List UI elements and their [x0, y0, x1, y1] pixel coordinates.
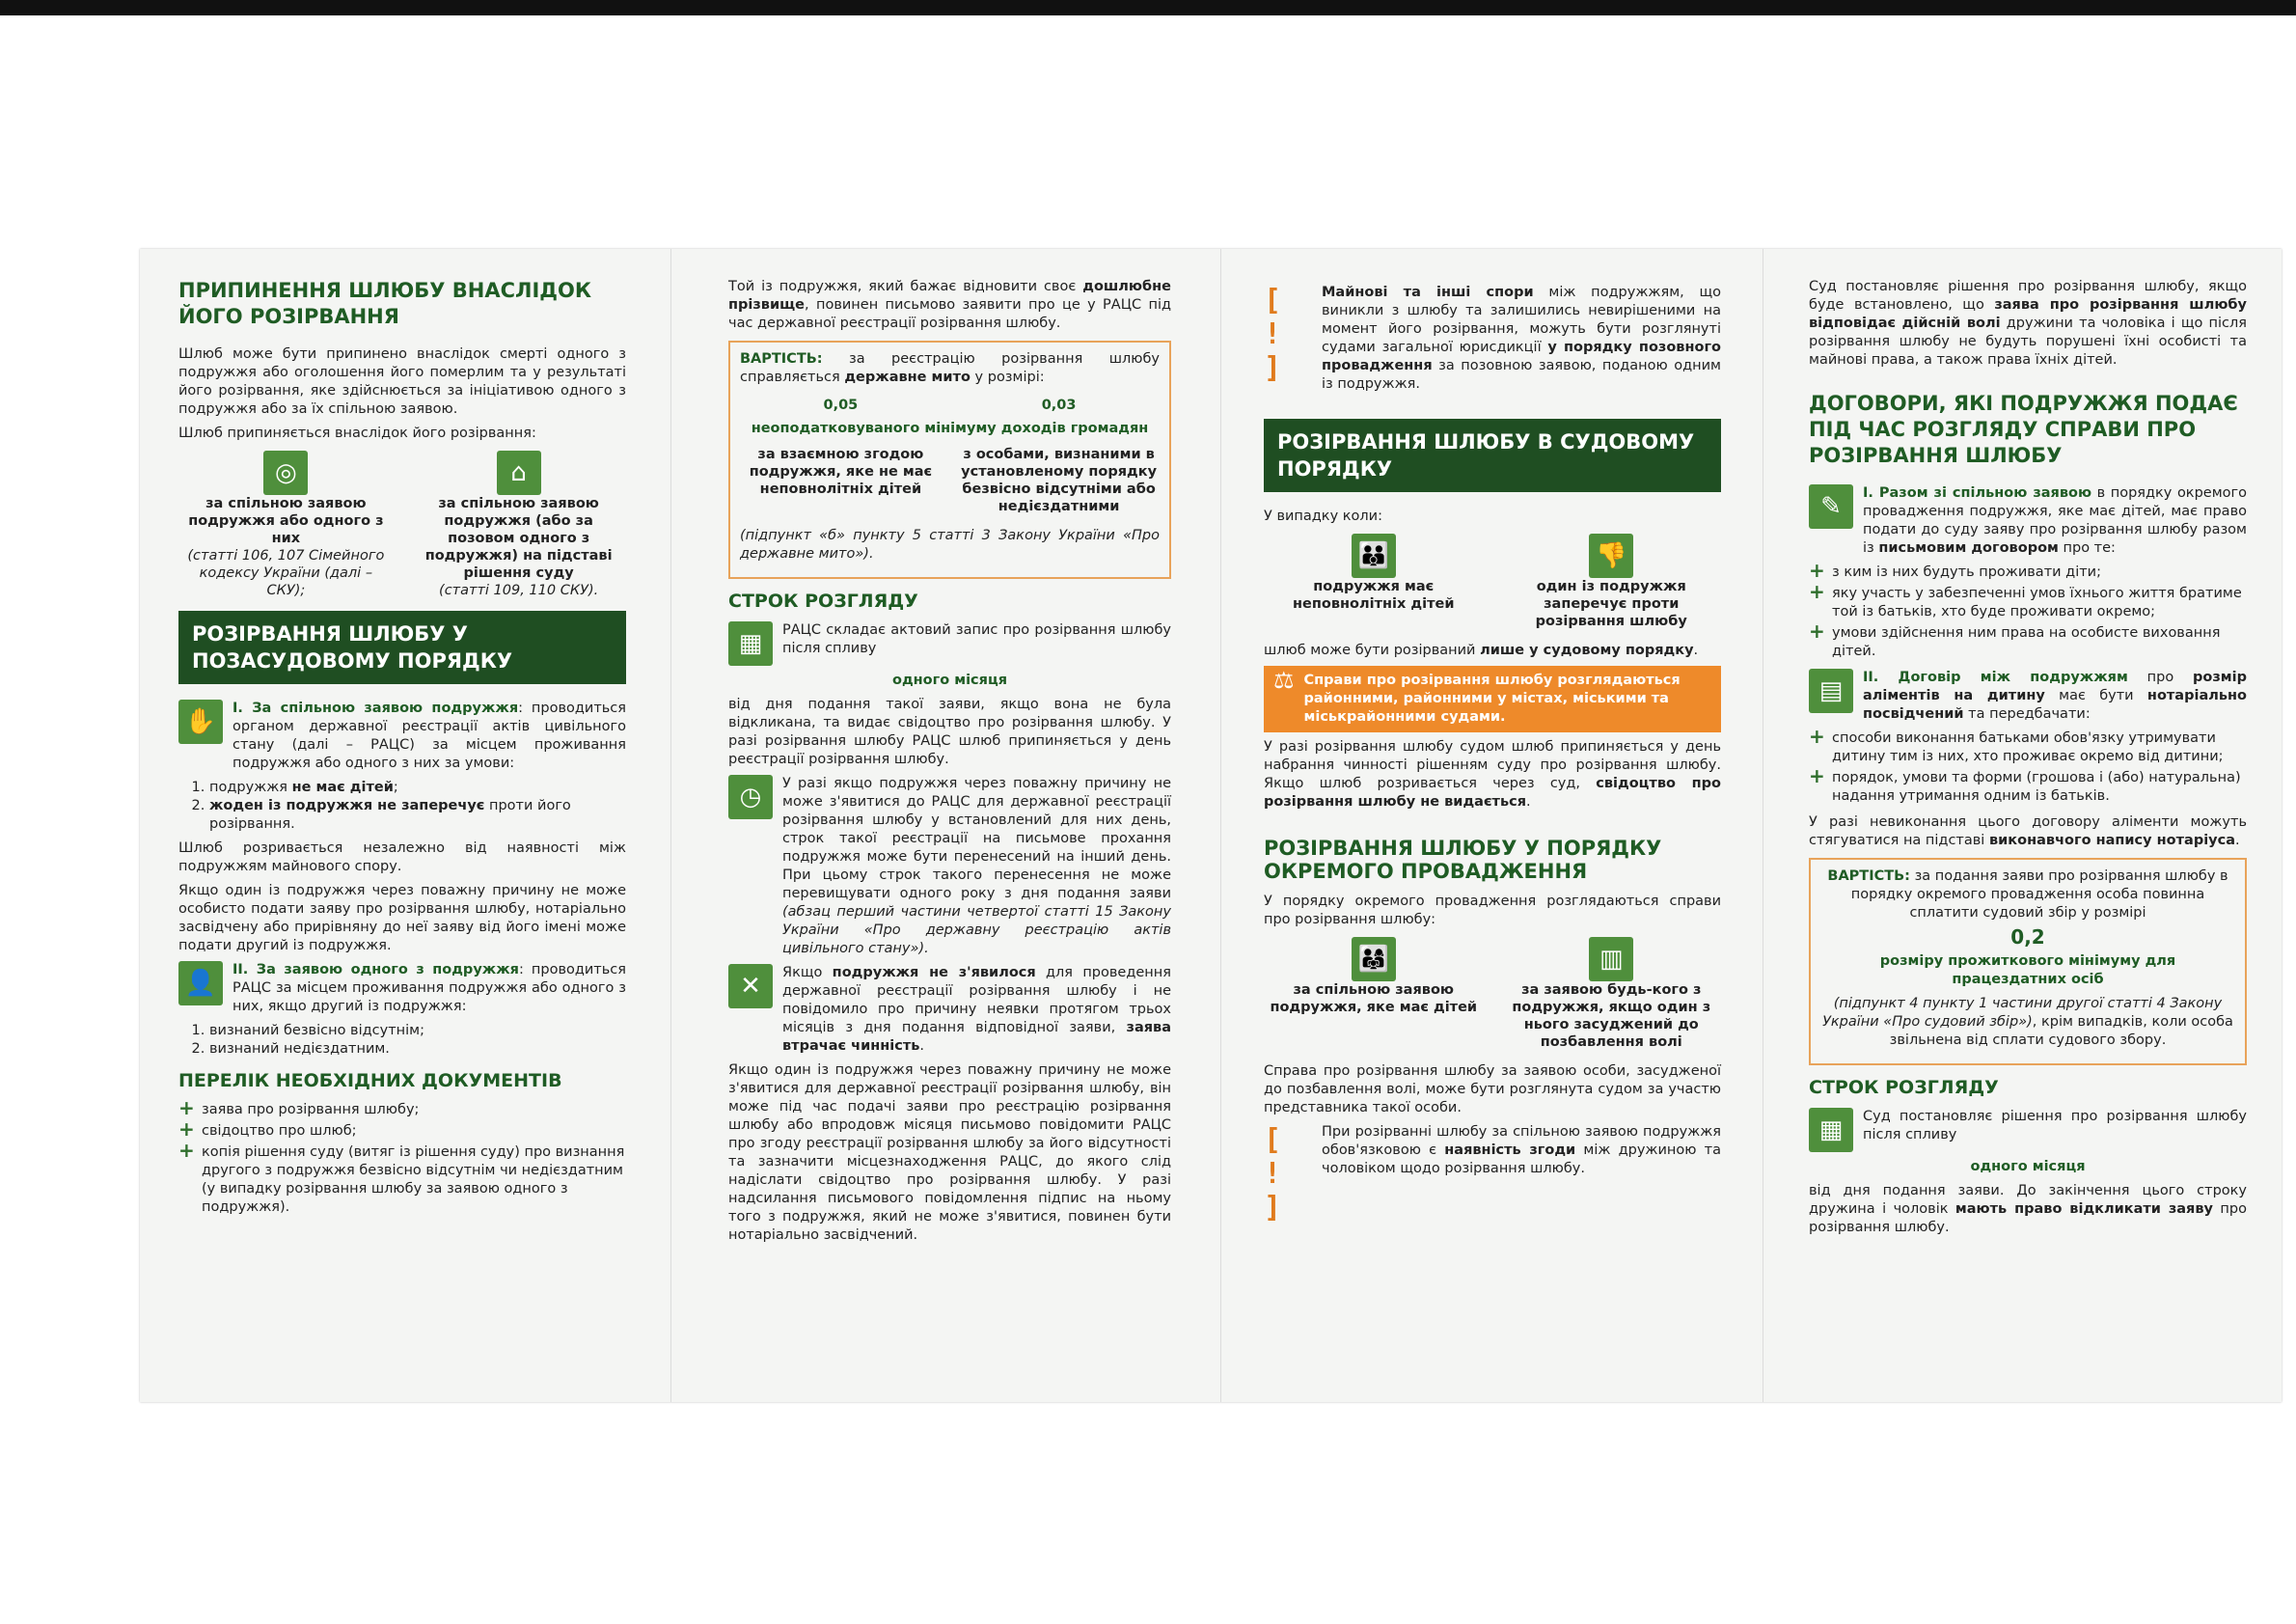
- option-joint: [178, 451, 394, 599]
- item-title: І. За спільною заявою подружжя: [232, 701, 519, 716]
- rings-house-icon: ◎: [263, 451, 308, 495]
- list-item: + заява про розірвання шлюбу;: [178, 1101, 626, 1119]
- absent-item: ✕ Якщо подружжя не з'явилося для проведення державної реєстрації розірвання шлюбу і не повідомило про причину неявки протягом трьох місяців з дня подання відповідної заяви, заява втрачає чинність.: [728, 964, 1171, 1056]
- list-item: + копія рішення суду (витяг із рішення суду) про визнання другого з подружжя безвісно відсутнім чи недієздатним (у випадку розірвання шлюбу за заявою одного з подружжя).: [178, 1143, 626, 1217]
- calendar-icon: ▦: [728, 621, 773, 666]
- contract-2: ▤ ІІ. Договір між подружжям про розмір аліментів на дитину має бути нотаріально посвідчений та передбачати:: [1809, 669, 2247, 724]
- list-item: + умови здійснення ним права на особисте виховання дітей.: [1809, 624, 2247, 661]
- thumbs-down-icon: 👎: [1589, 534, 1633, 578]
- cost-value: 0,2: [2010, 925, 2045, 949]
- item-text: : проводиться органом державної реєстрації актів цивільного стану (далі – РАЦС) за місцем проживання подружжя або одного з них за умови:: [232, 701, 627, 771]
- cost-unit: неоподатковуваного мінімуму доходів громадян: [751, 421, 1149, 436]
- paragraph: від дня подання заяви. До закінчення цього строку дружина і чоловік мають право відкликати заяву про розірвання шлюбу.: [1809, 1183, 2247, 1235]
- list-item: + з ким із них будуть проживати діти;: [1809, 564, 2247, 582]
- courts-highlight: ⚖ Справи про розірвання шлюбу розглядаються районними, районними у містах, міськими та міськрайонними судами.: [1264, 666, 1721, 732]
- panel-3: [1235, 249, 1756, 1402]
- option-label: за спільною заявою подружжя або одного з них: [188, 496, 384, 546]
- disputes-note: [ ! ] Майнові та інші спори між подружжям, що виникли з шлюбу та залишились невирішеними на момент його розірвання, можуть бути розглянуті судами загальної юрисдикції у порядку позовного провадження за позовною заявою, поданою одним із подружжя.: [1264, 284, 1721, 392]
- option-ref: (статті 106, 107 Сімейного кодексу України (далі – СКУ);: [187, 548, 385, 598]
- cost-value: 0,03: [1041, 398, 1077, 413]
- contract-2-list: [1809, 729, 2247, 806]
- documents-list: [178, 1101, 626, 1217]
- paragraph: шлюб може бути розірваний лише у судовому порядку.: [1264, 643, 1699, 658]
- cost-box: ВАРТІСТЬ: за подання заяви про розірвання шлюбу в порядку окремого провадження особа повинна сплатити судовий збір у розмірі 0,2 розміру прожиткового мінімуму для працездатних осіб (підпункт 4 пункту 1 частини другої статті 4 Закону України «Про судовий збір»), крім випадків, коли особа звільнена від сплати судового збору.: [1809, 858, 2247, 1065]
- document-sign-icon: ✎: [1809, 484, 1853, 529]
- list-item: 1. подружжя не має дітей;: [209, 779, 626, 797]
- section-bar: РОЗІРВАННЯ ШЛЮБУ У ПОЗАСУДОВОМУ ПОРЯДКУ: [178, 611, 626, 684]
- consent-note: [ ! ] При розірванні шлюбу за спільною заявою подружжя обов'язковою є наявність згоди між дружиною та чоловіком щодо розірвання шлюбу.: [1264, 1123, 1722, 1225]
- cost-value: 0,05: [823, 398, 859, 413]
- contract-1: ✎ І. Разом зі спільною заявою в порядку окремого провадження подружжя, яке має дітей, має право подати до суду заяву про розірвання шлюбу разом із письмовим договором про те:: [1809, 484, 2247, 558]
- section-bar: РОЗІРВАННЯ ШЛЮБУ В СУДОВОМУ ПОРЯДКУ: [1264, 419, 1721, 492]
- cost-box: ВАРТІСТЬ: за реєстрацію розірвання шлюбу справляється державне мито у розмірі: 0,05 0,03 неоподатковуваного мінімуму доходів громадян за взаємною згодою подружжя, яке не має неповнолітніх дітей з особами, визнаними в установленому порядку безвісно відсутніми або недієздатними (підпункт «б» пункту 5 статті 3 Закону України «Про державне мито»).: [728, 341, 1171, 579]
- family-icon: 👪: [1352, 534, 1396, 578]
- term-period: одного місяця: [891, 673, 1008, 688]
- item-joint: [178, 700, 626, 773]
- term-period: одного місяця: [1970, 1159, 2086, 1174]
- fold-line: [670, 249, 671, 1402]
- cost-unit: розміру прожиткового мінімуму для працездатних осіб: [1879, 953, 2176, 987]
- prison-bars-icon: ▥: [1589, 937, 1633, 981]
- cost-cases: [740, 446, 1160, 515]
- handshake-icon: ✋: [178, 700, 223, 744]
- case-prison: ▥ за заявою будь-кого з подружжя, якщо один з нього засуджений до позбавлення волі: [1501, 937, 1721, 1051]
- scales-icon: ⚖: [1273, 667, 1295, 694]
- paragraph: Той із подружжя, який бажає відновити своє дошлюбне прізвище, повинен письмово заявити про це у РАЦС під час державної реєстрації розірвання шлюбу.: [728, 279, 1171, 331]
- list-item: + свідоцтво про шлюб;: [178, 1122, 626, 1141]
- item-text: : проводиться РАЦС за місцем проживання подружжя або одного з них, якщо другий із подружжя:: [232, 962, 626, 1014]
- item-single: [178, 961, 626, 1016]
- conditions-list: [198, 779, 626, 834]
- contract-1-list: [1809, 564, 2247, 661]
- documents-title: ПЕРЕЛІК НЕОБХІДНИХ ДОКУМЕНТІВ: [178, 1070, 562, 1091]
- paragraph: У порядку окремого провадження розглядаються справи про розірвання шлюбу:: [1264, 894, 1721, 927]
- postpone-item: ◷ У разі якщо подружжя через поважну причину не може з'явитися до РАЦС для державної реєстрації розірвання шлюбу у встановлений для них день, строк такої реєстрації на письмове прохання подружжя може бути перенесений на інший день. При цьому строк такого перенесення не може перевищувати одного року з дня подання заяви (абзац перший частини четвертої статті 15 Закону України «Про державну реєстрацію актів цивільного стану»).: [728, 775, 1171, 958]
- paragraph: Суд постановляє рішення про розірвання шлюбу, якщо буде встановлено, що заява про розірвання шлюбу відповідає дійсній волі дружини та чоловіка і що після розірвання шлюбу не будуть порушені їхні особисті та майнові права, а також права їхніх дітей.: [1809, 279, 2247, 368]
- paragraph: У разі розірвання шлюбу судом шлюб припиняється у день набрання чинності рішенням суду про розірвання шлюбу. Якщо шлюб розривається через суд, свідоцтво про розірвання шлюбу не видається.: [1264, 739, 1721, 810]
- option-ref: (статті 109, 110 СКУ).: [439, 583, 599, 598]
- section-title: ДОГОВОРИ, ЯКІ ПОДРУЖЖЯ ПОДАЄ ПІД ЧАС РОЗГЛЯДУ СПРАВИ ПРО РОЗІРВАННЯ ШЛЮБУ: [1809, 392, 2238, 467]
- cases-row: [1264, 534, 1721, 630]
- person-icon: 👤: [178, 961, 223, 1005]
- cost-values: [740, 397, 1160, 414]
- paragraph: Справа про розірвання шлюбу за заявою особи, засудженої до позбавлення волі, може бути розглянута судом за участю представника такої особи.: [1264, 1063, 1721, 1115]
- exclamation-icon: [ ! ]: [1264, 1123, 1282, 1225]
- case-children: 👪 подружжя має неповнолітніх дітей: [1264, 534, 1484, 630]
- document-cancel-icon: ✕: [728, 964, 773, 1008]
- paragraph: У разі невиконання цього договору аліменти можуть стягуватися на підставі виконавчого напису нотаріуса.: [1809, 814, 2247, 848]
- paragraph: Якщо один із подружжя через поважну причину не може особисто подати заяву про розірвання шлюбу, нотаріально засвідчену або прирівняну до неї заяву від його імені може подати другий із подружжя.: [178, 883, 626, 953]
- term-title: СТРОК РОЗГЛЯДУ: [728, 591, 918, 612]
- section-title: РОЗІРВАННЯ ШЛЮБУ У ПОРЯДКУ ОКРЕМОГО ПРОВАДЖЕННЯ: [1264, 837, 1662, 883]
- house-split-icon: ⌂: [497, 451, 541, 495]
- scan-top-edge: [0, 0, 2296, 15]
- item-title: ІІ. За заявою одного з подружжя: [232, 962, 519, 977]
- family-icon: 👨‍👩‍👧: [1352, 937, 1396, 981]
- list-item: + способи виконання батьками обов'язку утримувати дитину тим із них, хто проживає окремо від дитини;: [1809, 729, 2247, 766]
- list-item: + яку участь у забезпеченні умов їхнього життя братиме той із батьків, хто буде проживати окремо;: [1809, 585, 2247, 621]
- panel-2: [680, 249, 1206, 1402]
- paragraph: Шлюб припиняється внаслідок його розірвання:: [178, 426, 536, 441]
- case-objection: 👎 один із подружжя заперечує проти розірвання шлюбу: [1501, 534, 1721, 630]
- fold-line: [1220, 249, 1221, 1402]
- paragraph: Якщо один із подружжя через поважну причину не може з'явитися для державної реєстрації розірвання шлюбу, він може під час подачі заяви про реєстрацію розірвання шлюбу або впродовж місяця письмово повідомити РАЦС про згоду реєстрації розірвання шлюбу за його відсутності та зазначити місцезнаходження РАЦС, до якого слід надіслати свідоцтво про розірвання шлюбу. У разі надсилання письмового повідомлення підпис на ньому того з подружжя, який не може з'явитися, повинен бути нотаріально засвідчений.: [728, 1062, 1171, 1243]
- option-court: [411, 451, 626, 599]
- term-item: ▦ РАЦС складає актовий запис про розірвання шлюбу після спливу: [728, 621, 1171, 666]
- paragraph: від дня подання такої заяви, якщо вона не була відкликана, та видає свідоцтво про розірвання шлюбу. У разі розірвання шлюбу РАЦС шлюб припиняється у день реєстрації розірвання шлюбу.: [728, 697, 1171, 767]
- option-label: за спільною заявою подружжя (або за позовом одного з подружжя) на підставі рішення суду: [424, 496, 613, 581]
- paragraph: Шлюб може бути припинено внаслідок смерті одного з подружжя або оголошення його померлим та у результаті його розірвання, яке здійснюється за ініціативою одного з подружжя або за їх спільною заявою.: [178, 346, 626, 417]
- separate-cases: [1264, 937, 1721, 1051]
- panel-1: [140, 249, 661, 1402]
- conditions-list: [198, 1022, 626, 1059]
- list-item: 1. визнаний безвісно відсутнім;: [209, 1022, 626, 1040]
- cost-ref: (підпункт «б» пункту 5 статті 3 Закону України «Про державне мито»).: [740, 528, 1160, 562]
- cost-case: з особами, визнаними в установленому порядку безвісно відсутніми або недієздатними: [961, 447, 1158, 514]
- paragraph: Шлюб розривається незалежно від наявності між подружжям майнового спору.: [178, 840, 626, 874]
- exclamation-icon: [ ! ]: [1264, 284, 1282, 385]
- calendar-clock-icon: ◷: [728, 775, 773, 819]
- panel-4: [1770, 249, 2282, 1402]
- list-item: 2. жоден із подружжя не заперечує проти його розірвання.: [209, 797, 626, 834]
- certificate-icon: ▤: [1809, 669, 1853, 713]
- case-joint-children: 👨‍👩‍👧 за спільною заявою подружжя, яке має дітей: [1264, 937, 1484, 1051]
- options-row: [178, 451, 626, 599]
- list-item: 2. визнаний недієздатним.: [209, 1040, 626, 1059]
- term-title: СТРОК РОЗГЛЯДУ: [1809, 1077, 1999, 1098]
- list-item: + порядок, умови та форми (грошова і (або) натуральна) надання утримання одним із батьків.: [1809, 769, 2247, 806]
- cost-case: за взаємною згодою подружжя, яке не має неповнолітніх дітей: [749, 447, 933, 497]
- section-title: ПРИПИНЕННЯ ШЛЮБУ ВНАСЛІДОК ЙОГО РОЗІРВАННЯ: [178, 279, 592, 328]
- paragraph: У випадку коли:: [1264, 509, 1382, 524]
- term-item: ▦ Суд постановляє рішення про розірвання шлюбу після спливу: [1809, 1108, 2247, 1152]
- calendar-icon: ▦: [1809, 1108, 1853, 1152]
